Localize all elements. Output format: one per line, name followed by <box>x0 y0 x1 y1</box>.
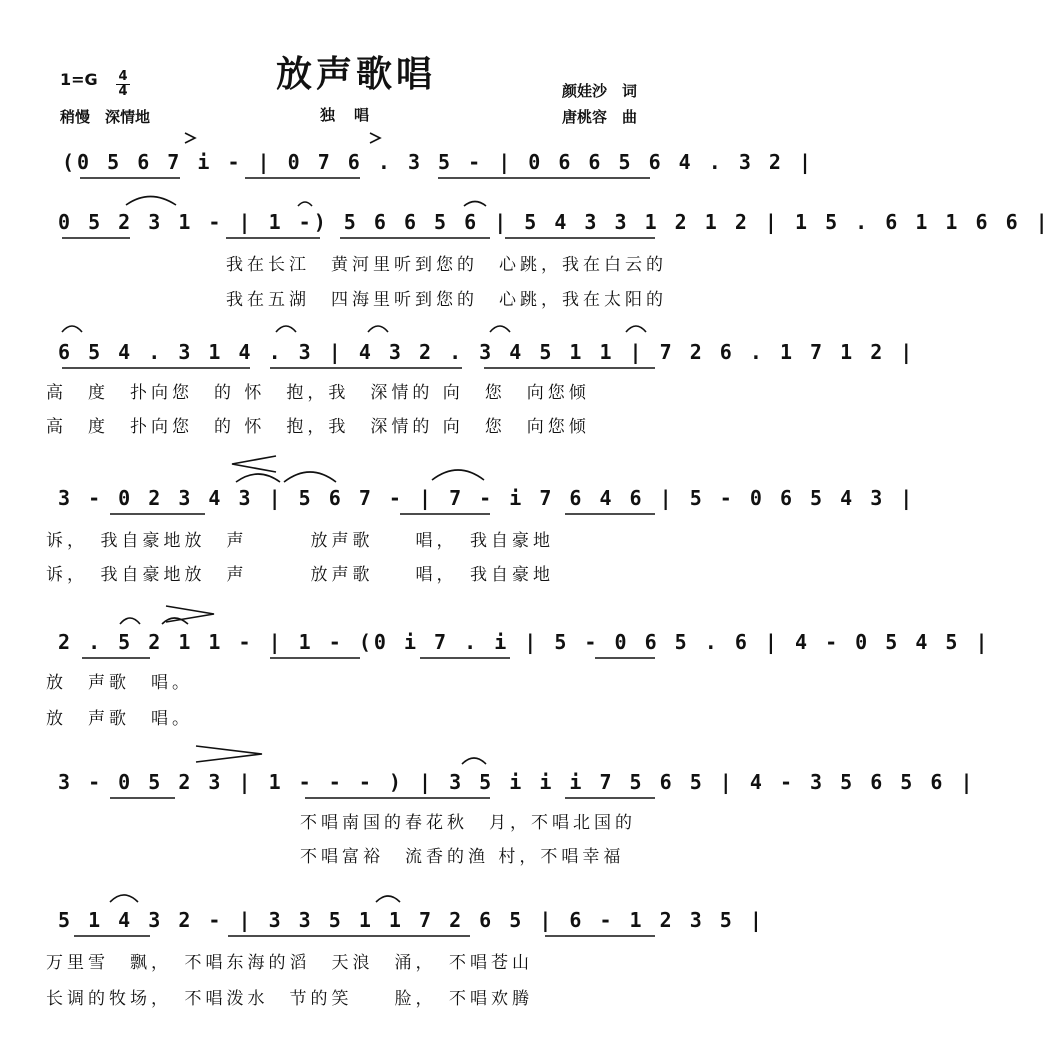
slur <box>462 758 486 764</box>
lyric-line-6-verse-1: 不唱南国的春花秋 月，不唱北国的 <box>300 813 636 833</box>
lyric-line-4-verse-1: 诉， 我自豪地放 声 放声歌 唱， 我自豪地 <box>46 531 554 551</box>
performance-type: 独 唱 <box>320 106 372 124</box>
decrescendo-mark <box>196 746 262 762</box>
slur <box>368 326 388 332</box>
notation-line-4: 3 - 0 2 3 4 3 | 5 6 7 - | 7 - i 7 6 4 6 | 5 - 0 6 5 4 3 | <box>58 486 916 510</box>
notation-line-3: 6 5 4 . 3 1 4 . 3 | 4 3 2 . 3 4 5 1 1 | 7 2 6 . 1 7 1 2 | <box>58 340 916 364</box>
slur <box>62 326 82 332</box>
slur <box>236 474 280 482</box>
composer-credit: 唐桃容 曲 <box>562 108 638 126</box>
slur <box>126 197 176 206</box>
slur <box>432 470 484 480</box>
lyric-line-5-verse-2: 放 声歌 唱。 <box>46 709 193 729</box>
slur <box>490 326 510 332</box>
song-title: 放声歌唱 <box>275 54 436 95</box>
slur <box>298 202 312 206</box>
time-signature <box>116 70 130 99</box>
decrescendo-mark <box>166 606 214 622</box>
lyric-line-2-verse-2: 我在五湖 四海里听到您的 心跳，我在太阳的 <box>226 290 667 310</box>
slur <box>464 202 486 207</box>
key-signature: 1=G <box>60 70 98 89</box>
slur <box>162 618 188 624</box>
lyric-line-4-verse-2: 诉， 我自豪地放 声 放声歌 唱， 我自豪地 <box>46 565 554 585</box>
slur <box>626 326 646 332</box>
accent-mark <box>185 133 195 143</box>
notation-line-2: 0 5 2 3 1 - | 1 -) 5 6 6 5 6 | 5 4 3 3 1 2 1 2 | 1 5 . 6 1 1 6 6 | <box>58 210 1051 234</box>
notation-line-7: 5 1 4 3 2 - | 3 3 5 1 1 7 2 6 5 | 6 - 1 2 3 5 | <box>58 908 765 932</box>
lyricist-credit: 颜娃沙 词 <box>562 82 638 100</box>
notation-line-5: 2 . 5 2 1 1 - | 1 - (0 i 7 . i | 5 - 0 6 5 . 6 | 4 - 0 5 4 5 | <box>58 630 991 654</box>
slur <box>120 618 140 624</box>
lyric-line-3-verse-1: 高 度 扑向您 的 怀 抱，我 深情的 向 您 向您倾 <box>46 383 590 403</box>
lyric-line-7-verse-2: 长调的牧场， 不唱泼水 节的笑 脸， 不唱欢腾 <box>46 989 533 1009</box>
slur <box>284 472 336 482</box>
time-signature-top: 4 <box>118 69 128 84</box>
notation-line-6: 3 - 0 5 2 3 | 1 - - - ) | 3 5 i i i 7 5 6 5 | 4 - 3 5 6 5 6 | <box>58 770 976 794</box>
time-signature-bottom: 4 <box>116 84 130 99</box>
slur <box>276 326 296 332</box>
crescendo-mark <box>232 456 276 472</box>
lyric-line-3-verse-2: 高 度 扑向您 的 怀 抱，我 深情的 向 您 向您倾 <box>46 417 590 437</box>
tempo-marking: 稍慢 深情地 <box>60 108 151 126</box>
slur <box>376 896 400 902</box>
slur <box>110 895 138 902</box>
lyric-line-2-verse-1: 我在长江 黄河里听到您的 心跳，我在白云的 <box>226 255 667 275</box>
lyric-line-5-verse-1: 放 声歌 唱。 <box>46 673 193 693</box>
lyric-line-7-verse-1: 万里雪 飘， 不唱东海的滔 天浪 涌， 不唱苍山 <box>46 953 533 973</box>
accent-mark <box>370 133 380 143</box>
lyric-line-6-verse-2: 不唱富裕 流香的渔 村，不唱幸福 <box>300 847 625 867</box>
notation-line-1: (0 5 6 7 i - | 0 7 6 . 3 5 - | 0 6 6 5 6 4 . 3 2 | <box>62 150 815 174</box>
